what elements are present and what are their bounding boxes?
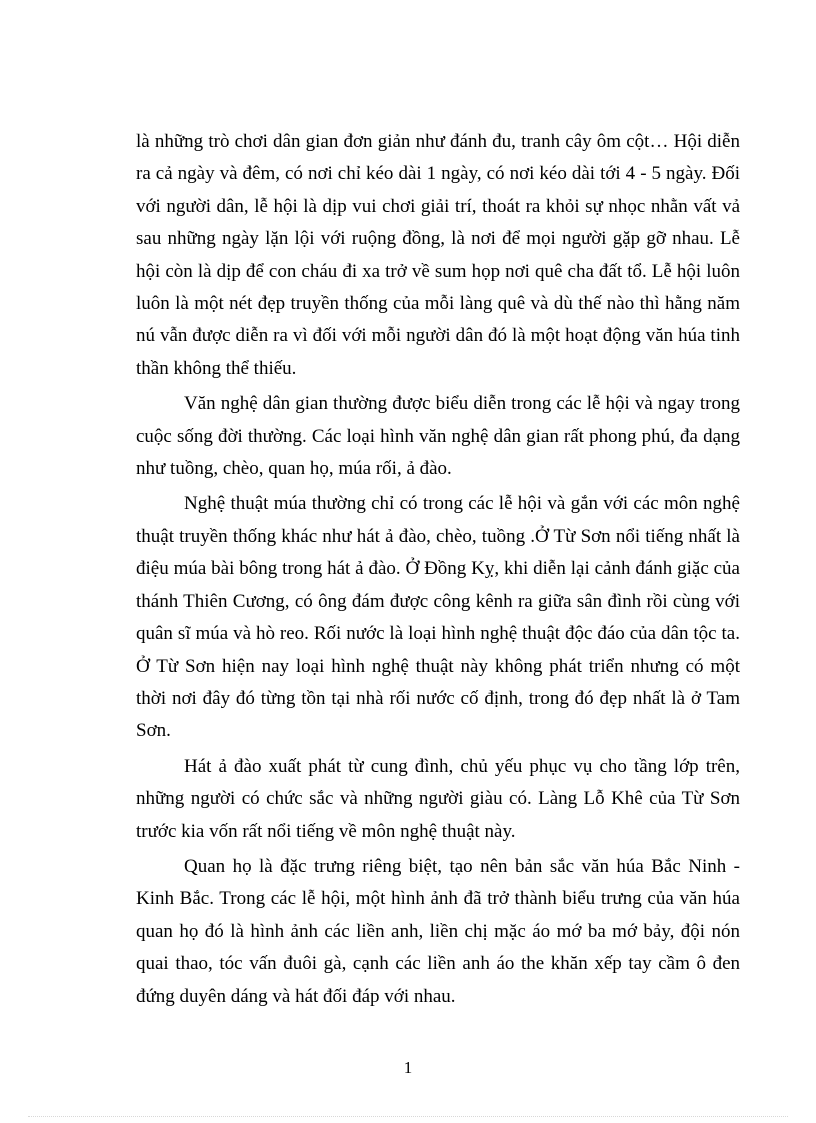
paragraph-quan-ho: Quan họ là đặc trưng riêng biệt, tạo nên bản sắc văn húa Bắc Ninh - Kinh Bắc. Trong các lễ hội, một hình ảnh đã trở thành biểu trưng của văn húa quan họ đó là hình ảnh các liền anh, liền chị mặc áo mớ ba mớ bảy, đội nón quai thao, tóc vấn đuôi gà, cạnh các liền anh áo the khăn xếp tay cầm ô đen đứng duyên dáng và hát đối đáp với nhau. xyxy=(136,855,740,1007)
page-bottom-divider xyxy=(28,1116,788,1117)
page-body xyxy=(136,126,740,1013)
paragraph-dance-puppetry: Nghệ thuật múa thường chỉ có trong các lễ hội và gắn với các môn nghệ thuật truyền thống khác như hát ả đào, chèo, tuồng .Ở Từ Sơn nổi tiếng nhất là điệu múa bài bông trong hát ả đào. Ở Đồng Kỵ, khi diễn lại cảnh đánh giặc của thánh Thiên Cương, có ông đám được công kênh ra giữa sân đình rồi cùng với quân sĩ múa và hò reo. Rối nước là loại hình nghệ thuật độc đáo của dân tộc ta. Ở Từ Sơn hiện nay loại hình nghệ thuật này không phát triển nhưng có một thời nơi đây đó từng tồn tại nhà rối nước cố định, trong đó đẹp nhất là ở Tam Sơn. xyxy=(136,493,740,742)
paragraph-festival-continuation: là những trò chơi dân gian đơn giản như đánh đu, tranh cây ôm cột… Hội diễn ra cả ngày và đêm, có nơi chỉ kéo dài 1 ngày, có nơi kéo dài tới 4 - 5 ngày. Đối với người dân, lễ hội là dịp vui chơi giải trí, thoát ra khỏi sự nhọc nhằn vất vả sau những ngày lặn lội với ruộng đồng, là nơi để mọi người gặp gỡ nhau. Lễ hội còn là dịp để con cháu đi xa trở về sum họp nơi quê cha đất tổ. Lễ hội luôn luôn là một nét đẹp truyền thống của mỗi làng quê và dù thế nào thì hằng năm nú vẫn được diễn ra vì đối với mỗi người dân đó là một hoạt động văn húa tinh thần không thể thiếu. xyxy=(136,131,740,379)
paragraph-a-dao-singing: Hát ả đào xuất phát từ cung đình, chủ yếu phục vụ cho tầng lớp trên, những người có chức sắc và những người giàu có. Làng Lỗ Khê của Từ Sơn trước kia vốn rất nổi tiếng về môn nghệ thuật này. xyxy=(136,755,740,842)
paragraph-folk-art: Văn nghệ dân gian thường được biểu diễn trong các lễ hội và ngay trong cuộc sống đời thường. Các loại hình văn nghệ dân gian rất phong phú, đa dạng như tuồng, chèo, quan họ, múa rối, ả đào. xyxy=(136,393,740,480)
page-number: 1 xyxy=(403,1058,413,1077)
